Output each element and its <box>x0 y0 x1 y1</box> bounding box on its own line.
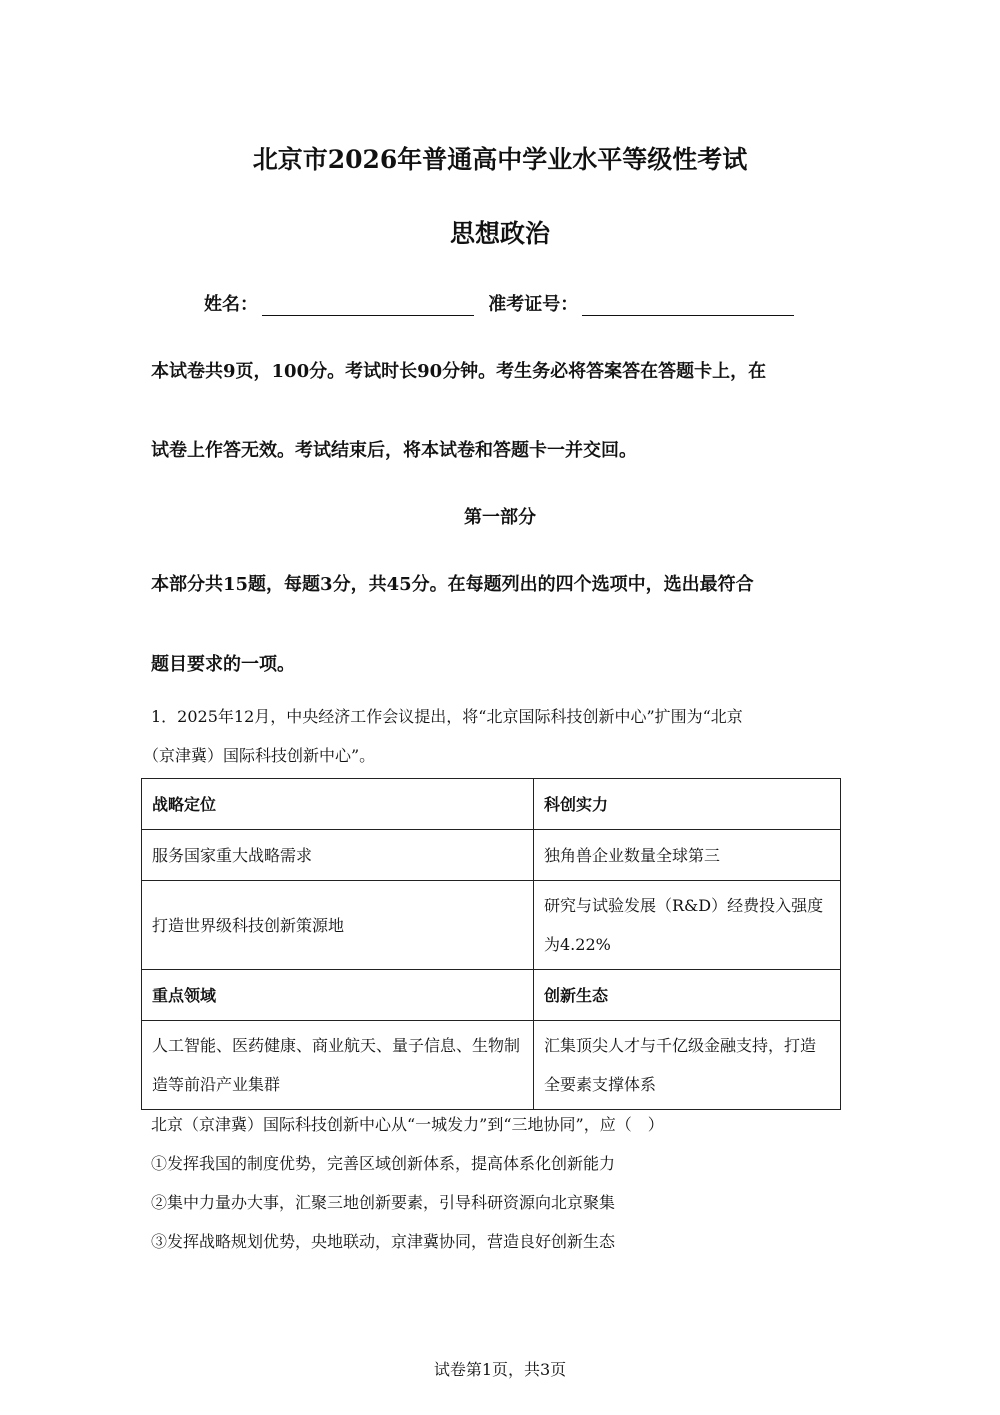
id-blank <box>582 295 794 316</box>
table-row <box>142 1021 841 1110</box>
option-3: ③发挥战略规划优势，央地联动，京津冀协同，营造良好创新生态 <box>151 1232 616 1251</box>
part-title: 第一部分 <box>464 507 536 528</box>
table-cell: 研究与试验发展（R&D）经费投入强度为4.22% <box>534 881 841 970</box>
table-row <box>142 881 841 970</box>
name-blank <box>262 295 474 316</box>
page-footer: 试卷第1页，共3页 <box>433 1360 567 1379</box>
candidate-info <box>204 290 794 316</box>
part-desc-line-1: 本部分共15题，每题3分，共45分。在每题列出的四个选项中，选出最符合 <box>151 574 754 595</box>
question-prompt: 北京（京津冀）国际科技创新中心从“一城发力”到“三地协同”，应（ ） <box>151 1115 664 1134</box>
table-header-cell: 科创实力 <box>534 779 841 830</box>
table-cell: 服务国家重大战略需求 <box>142 830 534 881</box>
exam-title: 北京市2026年普通高中学业水平等级性考试 <box>252 145 748 174</box>
part-desc-line-2: 题目要求的一项。 <box>151 654 295 675</box>
table-row <box>142 830 841 881</box>
table-header-cell: 创新生态 <box>534 970 841 1021</box>
table-cell: 打造世界级科技创新策源地 <box>142 881 534 970</box>
info-table <box>141 778 841 1110</box>
table-cell: 独角兽企业数量全球第三 <box>534 830 841 881</box>
instructions-line-1: 本试卷共9页，100分。考试时长90分钟。考生务必将答案答在答题卡上，在 <box>151 361 767 382</box>
table-header-row <box>142 970 841 1021</box>
table-header-cell: 重点领域 <box>142 970 534 1021</box>
option-2: ②集中力量办大事，汇聚三地创新要素，引导科研资源向北京聚集 <box>151 1193 616 1212</box>
instructions-line-2: 试卷上作答无效。考试结束后，将本试卷和答题卡一并交回。 <box>151 440 637 461</box>
subject-title: 思想政治 <box>449 219 550 248</box>
question-stem-line-2: （京津冀）国际科技创新中心”。 <box>143 746 376 765</box>
table-header-cell: 战略定位 <box>142 779 534 830</box>
id-label: 准考证号： <box>488 294 579 315</box>
question-stem-line-1: 1．2025年12月，中央经济工作会议提出，将“北京国际科技创新中心”扩围为“北京 <box>151 707 743 726</box>
name-label: 姓名： <box>204 294 258 315</box>
table-cell: 汇集顶尖人才与千亿级金融支持，打造全要素支撑体系 <box>534 1021 841 1110</box>
option-1: ①发挥我国的制度优势，完善区域创新体系，提高体系化创新能力 <box>151 1154 616 1173</box>
table-header-row <box>142 779 841 830</box>
table-cell: 人工智能、医药健康、商业航天、量子信息、生物制造等前沿产业集群 <box>142 1021 534 1110</box>
